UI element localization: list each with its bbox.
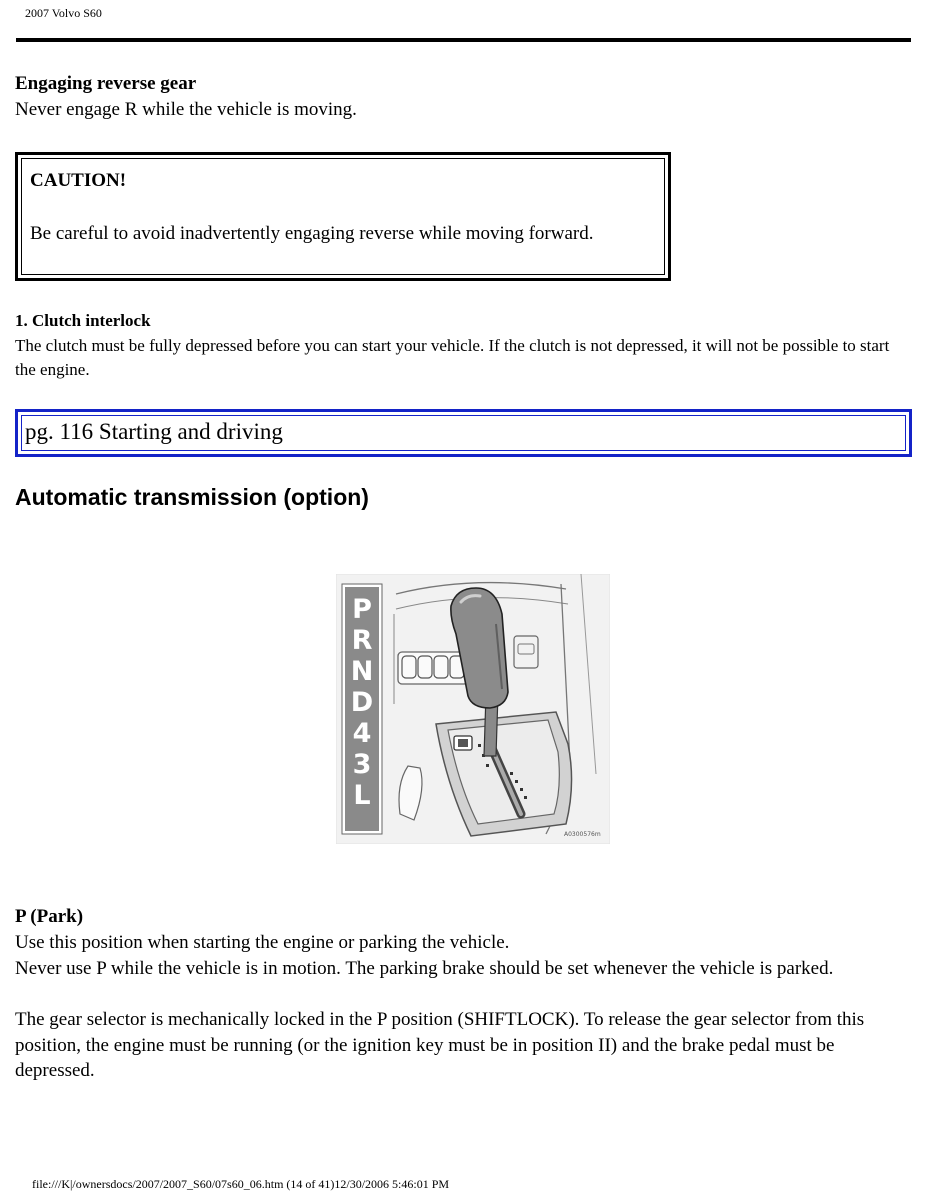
caution-text: Be careful to avoid inadvertently engaging reverse while moving forward. [30,223,594,244]
header-divider [16,38,911,42]
footer-file-path: file:///K|/ownersdocs/2007/2007_S60/07s60_06.htm (14 of 41)12/30/2006 5:46:01 PM [32,1177,450,1191]
section-title: Automatic transmission (option) [15,484,369,510]
document-title: 2007 Volvo S60 [25,6,102,20]
page-marker-inner [21,415,906,451]
caution-box [15,152,671,281]
park-heading: P (Park) [15,906,84,927]
caution-inner-frame [21,158,665,275]
page-marker-box [15,409,912,457]
caution-title: CAUTION! [30,170,127,191]
park-paragraph-2: Never use P while the vehicle is in motion. The parking brake should be set whenever the vehicle is parked. [15,958,834,979]
gear-letter: D [350,687,374,718]
illustration-code: A0300576m [564,831,601,838]
gear-letter: 4 [352,718,372,749]
clutch-interlock-heading: 1. Clutch interlock [15,311,151,330]
gear-letter: R [351,625,373,656]
gear-letter: N [350,656,374,687]
reverse-gear-heading: Engaging reverse gear [15,73,197,94]
reverse-gear-text: Never engage R while the vehicle is moving. [15,99,357,120]
gear-selector-illustration [336,574,610,844]
gear-letter: L [353,780,371,811]
park-paragraph-1: Use this position when starting the engine or parking the vehicle. [15,932,510,953]
page-marker-label: pg. 116 Starting and driving [25,419,283,444]
clutch-interlock-text: The clutch must be fully depressed before you can start your vehicle. If the clutch is not depressed, it will not be possible to start the engine. [15,336,890,379]
gear-letter: 3 [352,749,372,780]
park-paragraph-3: The gear selector is mechanically locked in the P position (SHIFTLOCK). To release the gear selector from this position, the engine must be running (or the ignition key must be in position II) and the brake pedal must be depressed. [15,1009,865,1081]
gear-letter: P [352,594,372,625]
